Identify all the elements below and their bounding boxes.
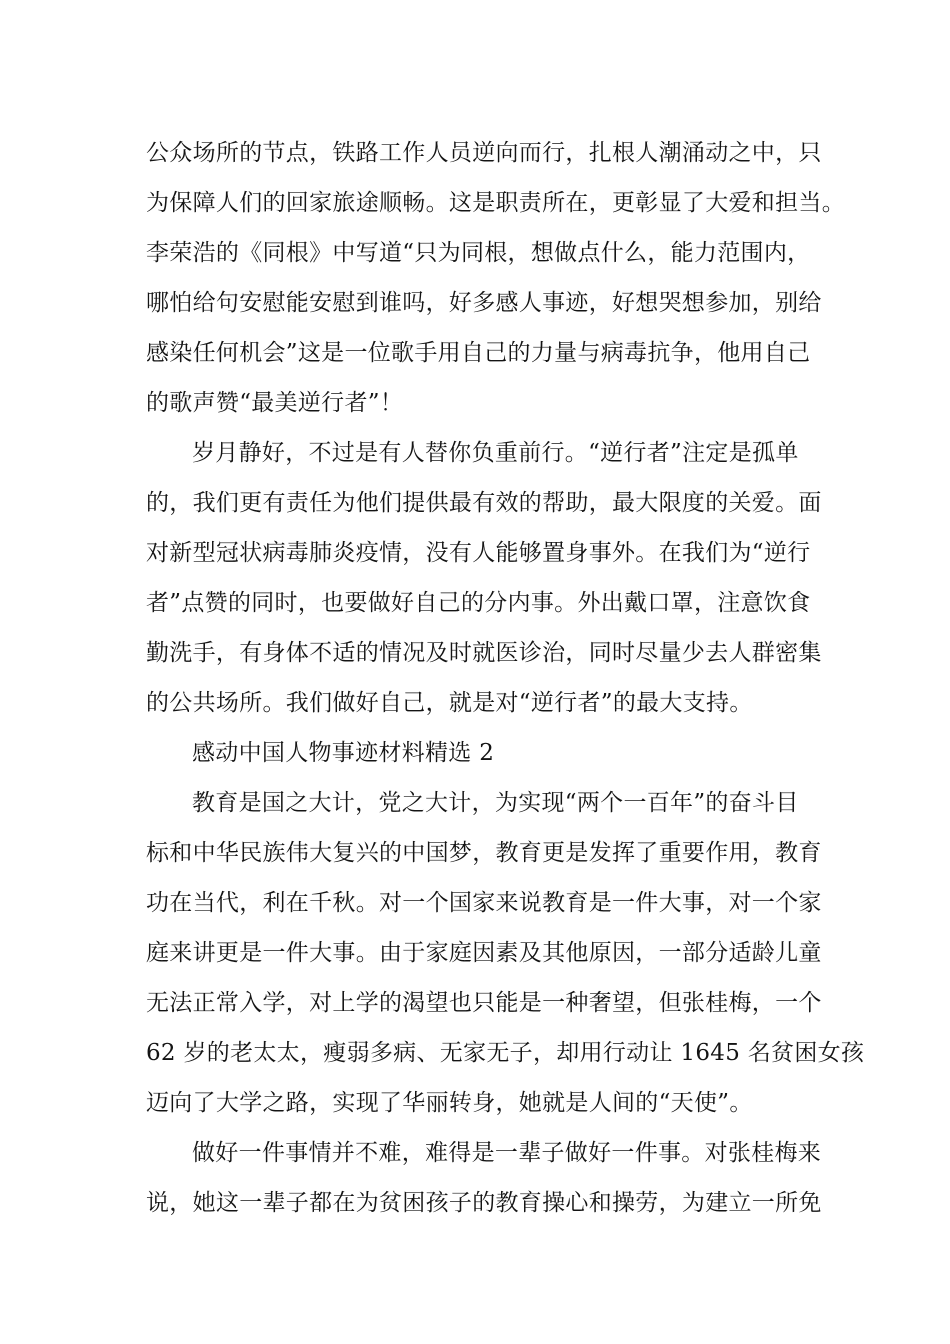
- section-heading: 感动中国人物事迹材料精选 2: [192, 740, 495, 766]
- paragraph-first-line: 岁月静好，不过是有人替你负重前行。“逆行者”注定是孤单: [192, 440, 799, 466]
- text-line: 无法正常入学，对上学的渴望也只能是一种奢望，但张桂梅，一个: [146, 990, 822, 1016]
- text-line: 为保障人们的回家旅途顺畅。这是职责所在，更彰显了大爱和担当。: [146, 190, 845, 216]
- text-line: 功在当代，利在千秋。对一个国家来说教育是一件大事，对一个家: [146, 890, 822, 916]
- paragraph-first-line: 做好一件事情并不难，难得是一辈子做好一件事。对张桂梅来: [192, 1140, 822, 1166]
- text-line: 感染任何机会”这是一位歌手用自己的力量与病毒抗争，他用自己: [146, 340, 811, 366]
- paragraph-first-line: 教育是国之大计，党之大计，为实现“两个一百年”的奋斗目: [192, 790, 799, 816]
- text-line: 庭来讲更是一件大事。由于家庭因素及其他原因，一部分适龄儿童: [146, 940, 822, 966]
- text-line: 62 岁的老太太，瘦弱多病、无家无子，却用行动让 1645 名贫困女孩: [146, 1040, 865, 1066]
- text-line: 对新型冠状病毒肺炎疫情，没有人能够置身事外。在我们为“逆行: [146, 540, 811, 566]
- text-line: 的歌声赞“最美逆行者”！: [146, 390, 404, 416]
- text-line: 勤洗手，有身体不适的情况及时就医诊治，同时尽量少去人群密集: [146, 640, 822, 666]
- text-line: 的，我们更有责任为他们提供最有效的帮助，最大限度的关爱。面: [146, 490, 822, 516]
- text-line: 公众场所的节点，铁路工作人员逆向而行，扎根人潮涌动之中，只: [146, 140, 822, 166]
- text-line: 标和中华民族伟大复兴的中国梦，教育更是发挥了重要作用，教育: [146, 840, 822, 866]
- text-line: 者”点赞的同时，也要做好自己的分内事。外出戴口罩，注意饮食: [146, 590, 811, 616]
- text-line: 迈向了大学之路，实现了华丽转身，她就是人间的“天使”。: [146, 1090, 753, 1116]
- text-line: 说，她这一辈子都在为贫困孩子的教育操心和操劳，为建立一所免: [146, 1190, 822, 1216]
- text-line: 李荣浩的《同根》中写道“只为同根，想做点什么，能力范围内，: [146, 240, 811, 266]
- text-line: 哪怕给句安慰能安慰到谁吗，好多感人事迹，好想哭想参加，别给: [146, 290, 822, 316]
- text-line: 的公共场所。我们做好自己，就是对“逆行者”的最大支持。: [146, 690, 753, 716]
